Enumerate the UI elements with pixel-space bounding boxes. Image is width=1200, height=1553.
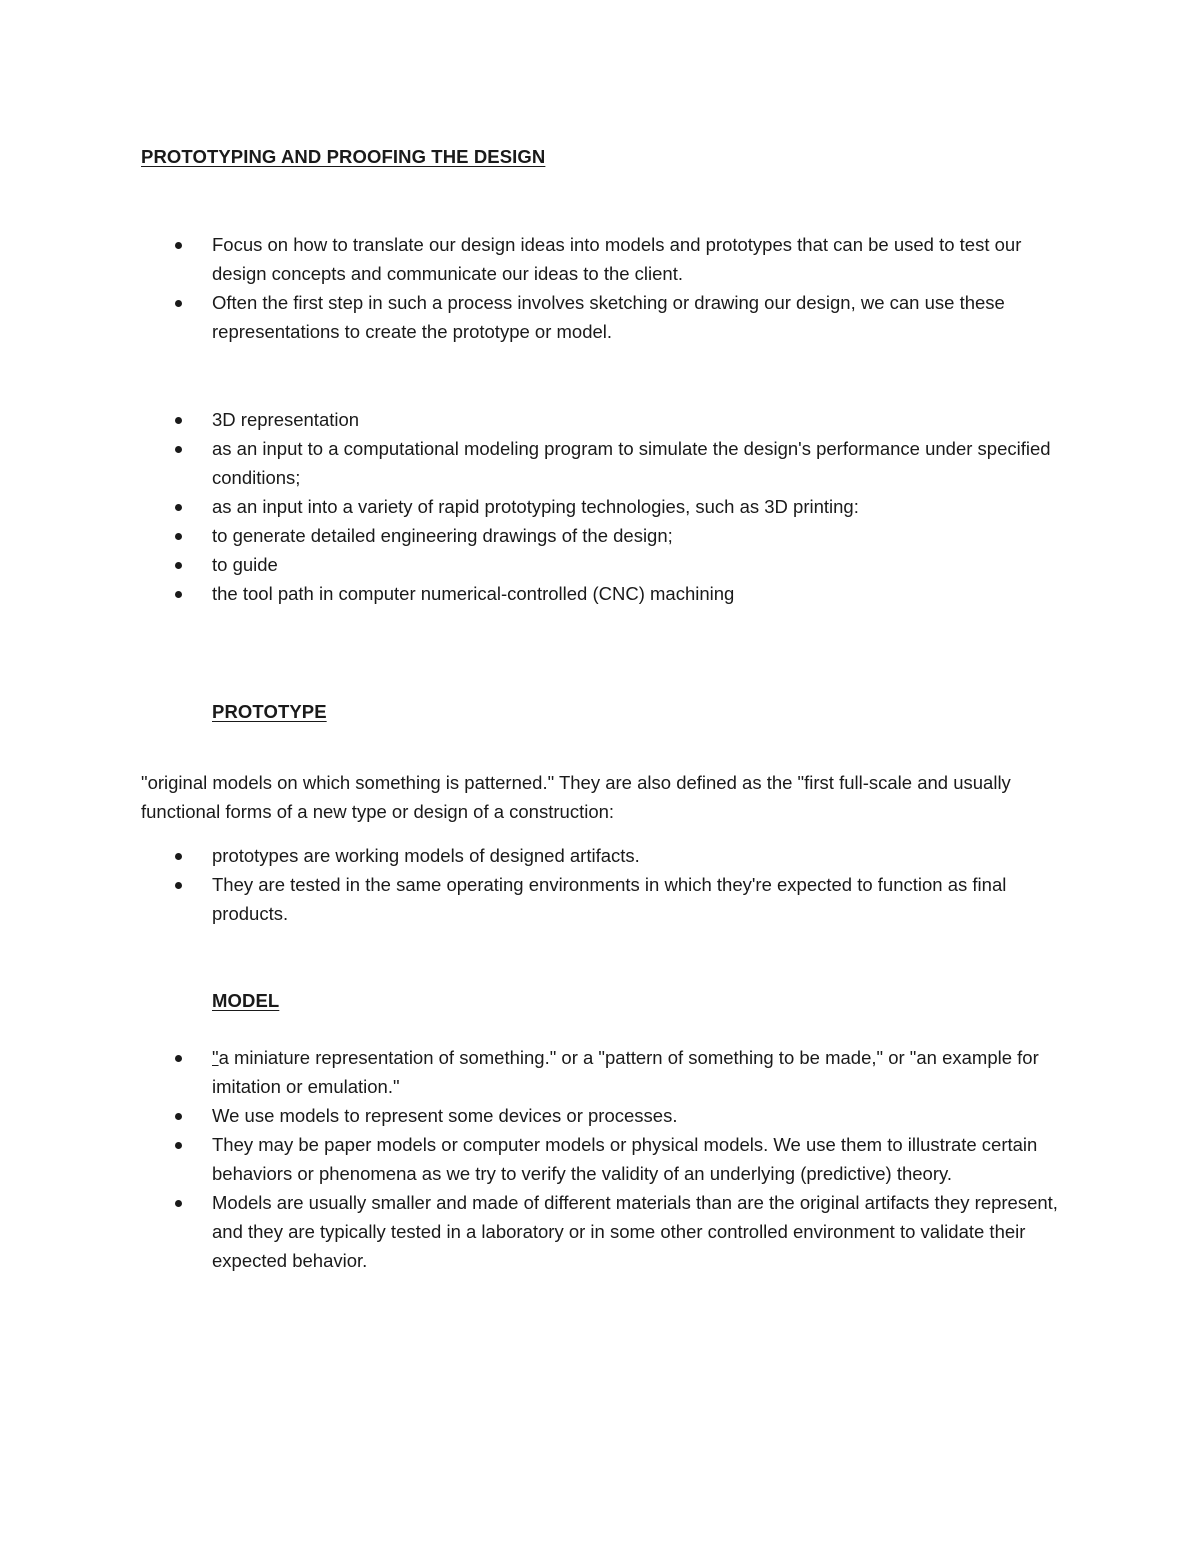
list-item-text: They are tested in the same operating environments in which they're expected to function as final products. <box>212 874 1007 924</box>
bullet-icon <box>175 562 182 569</box>
list-item <box>140 841 1060 870</box>
list-item-text: We use models to represent some devices or processes. <box>212 1105 678 1126</box>
list-item <box>140 434 1060 492</box>
bullet-icon <box>175 300 182 307</box>
list-item-text: to guide <box>212 554 278 575</box>
bullet-icon <box>175 533 182 540</box>
list-item <box>140 1130 1060 1188</box>
list-item <box>140 1043 1060 1101</box>
bullet-icon <box>175 1055 182 1062</box>
bullet-icon <box>175 1113 182 1120</box>
list-item <box>140 230 1060 288</box>
list-item-text: Models are usually smaller and made of different materials than are the original artifacts they represent, and they are typically tested in a laboratory or in some other controlled environment to validate their expected behavior. <box>212 1192 1058 1271</box>
list-item <box>140 521 1060 550</box>
list-item <box>140 405 1060 434</box>
list-item-text: prototypes are working models of designed artifacts. <box>212 845 640 866</box>
list-item-text: as an input to a computational modeling program to simulate the design's performance under specified conditions; <box>212 438 1051 488</box>
list-item <box>140 579 1060 608</box>
list-item <box>140 1101 1060 1130</box>
page-title: PROTOTYPING AND PROOFING THE DESIGN <box>141 146 546 167</box>
bullet-icon <box>175 591 182 598</box>
bullet-icon <box>175 417 182 424</box>
list-item <box>140 288 1060 346</box>
bullet-icon <box>175 504 182 511</box>
prototype-list <box>140 841 1060 928</box>
bullet-icon <box>175 1200 182 1207</box>
list-item-text: Often the first step in such a process involves sketching or drawing our design, we can use these representations to create the prototype or model. <box>212 292 1005 342</box>
list-item-text: as an input into a variety of rapid prototyping technologies, such as 3D printing: <box>212 496 859 517</box>
intro-list <box>140 230 1060 346</box>
list-item <box>140 870 1060 928</box>
prototype-heading: PROTOTYPE <box>212 701 327 722</box>
list-item-text: They may be paper models or computer models or physical models. We use them to illustrate certain behaviors or phenomena as we try to verify the validity of an underlying (predictive) theory. <box>212 1134 1038 1184</box>
list-item-text: the tool path in computer numerical-controlled (CNC) machining <box>212 583 735 604</box>
bullet-icon <box>175 242 182 249</box>
list-item <box>140 492 1060 521</box>
quote-mark: " <box>212 1047 219 1068</box>
bullet-icon <box>175 446 182 453</box>
prototype-definition: "original models on which something is patterned." They are also defined as the "first full-scale and usually functional forms of a new type or design of a construction: <box>141 772 1011 822</box>
list-item-text: to generate detailed engineering drawings of the design; <box>212 525 673 546</box>
model-list <box>140 1043 1060 1275</box>
list-item <box>140 1188 1060 1275</box>
list-item-text: Focus on how to translate our design ideas into models and prototypes that can be used to test our design concepts and communicate our ideas to the client. <box>212 234 1022 284</box>
list-item-text: a miniature representation of something." or a "pattern of something to be made," or "an example for imitation or emulation." <box>212 1047 1039 1097</box>
model-heading: MODEL <box>212 990 280 1011</box>
uses-list <box>140 405 1060 608</box>
bullet-icon <box>175 853 182 860</box>
bullet-icon <box>175 1142 182 1149</box>
list-item-text: 3D representation <box>212 409 360 430</box>
bullet-icon <box>175 882 182 889</box>
list-item <box>140 550 1060 579</box>
